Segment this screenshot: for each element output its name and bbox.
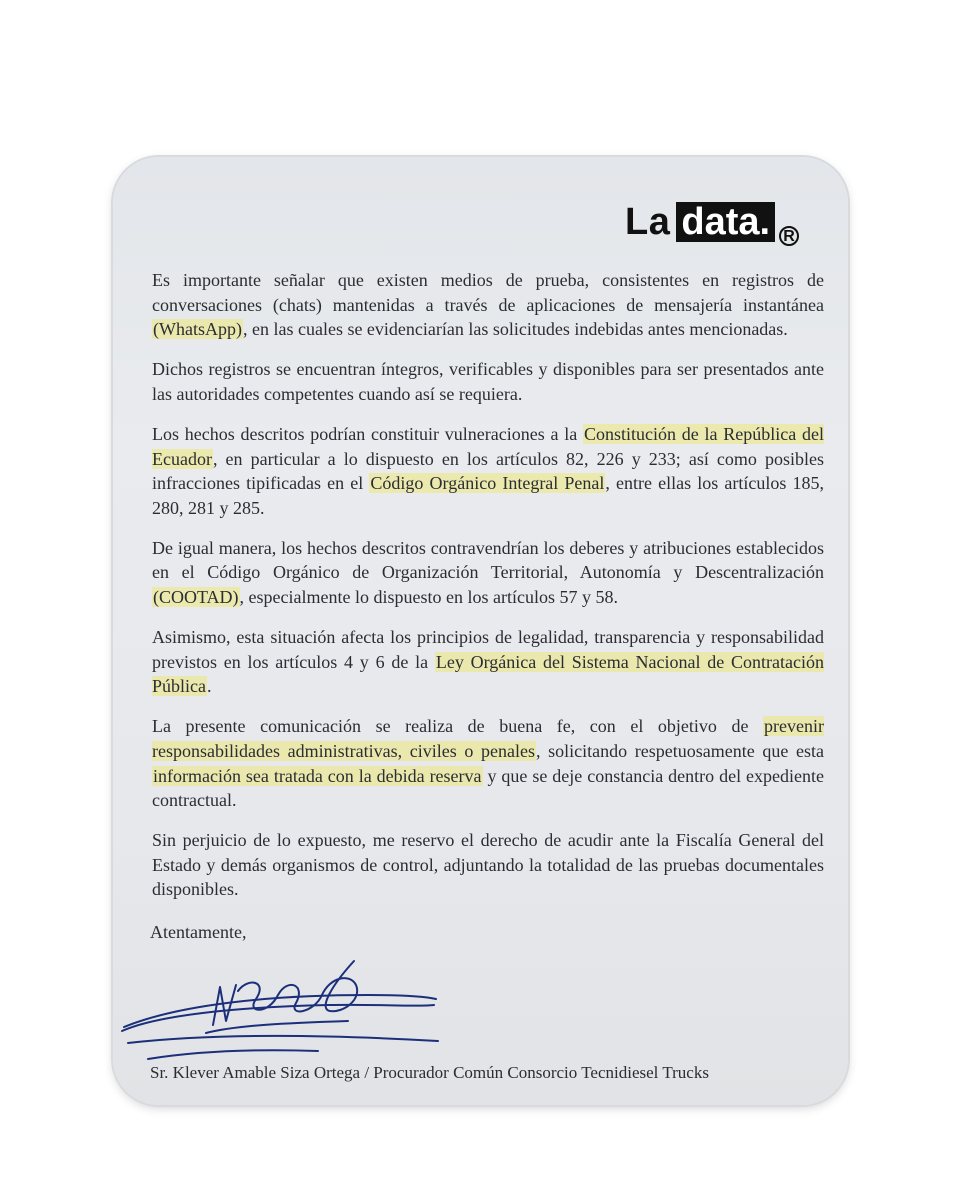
text-span: .: [207, 676, 212, 697]
handwritten-signature: [118, 955, 448, 1065]
signer-name-title: Sr. Klever Amable Siza Ortega / Procurador Común Consorcio Tecnidiesel Trucks: [150, 1063, 709, 1082]
text-span: Es importante señalar que existen medios de prueba, consistentes en registros de conversaciones (chats) mantenidas a través de aplicaciones de mensajería instantánea: [152, 270, 824, 315]
text-span: , en particular a lo dispuesto en los artículos 82, 226 y 233; así como posibles infracciones tipificadas en el: [152, 448, 824, 494]
text-span: , especialmente lo dispuesto en los artículos 57 y 58.: [239, 587, 618, 608]
paragraph-good-faith: [152, 714, 824, 812]
ladata-logo: [625, 198, 799, 245]
text-span: Asimismo, esta situación afecta los principios de legalidad, transparencia y responsabilidad previstos en los artículos 4 y 6 de la: [152, 627, 824, 672]
highlight-procurement-law: Ley Orgánica del Sistema Nacional de Contratación Pública: [152, 651, 824, 697]
highlight-penal-code: Código Orgánico Integral Penal: [370, 473, 605, 494]
highlight-cootad: (COOTAD): [153, 587, 239, 608]
highlight-prevent-liability: prevenir responsabilidades administrativas, civiles o penales: [152, 716, 824, 761]
paragraph-prosecutor: Sin perjuicio de lo expuesto, me reservo el derecho de acudir ante la Fiscalía General del Estado y demás organismos de control, adjuntando la totalidad de las pruebas documentales disponibles.: [152, 830, 824, 900]
text-span: y que se deje constancia dentro del expediente contractual.: [152, 765, 824, 811]
paragraph-cootad: [152, 536, 824, 610]
text-span: La presente comunicación se realiza de buena fe, con el objetivo de: [152, 716, 764, 737]
letter-body: [152, 268, 824, 918]
text-span: , entre ellas los artículos 185, 280, 281 y 285.: [152, 473, 824, 518]
logo-data-text: data.: [676, 202, 775, 242]
closing-salutation: Atentamente,: [150, 922, 247, 942]
highlight-whatsapp: (WhatsApp): [153, 319, 242, 340]
paragraph-records: Dichos registros se encuentran íntegros, verificables y disponibles para ser presentados ante las autoridades competentes cuando así se requiera.: [152, 359, 824, 404]
registered-mark-icon: R: [779, 226, 799, 246]
paragraph-constitution: [152, 422, 824, 520]
text-span: , en las cuales se evidenciarían las solicitudes indebidas antes mencionadas.: [242, 319, 788, 340]
logo-la-text: La: [625, 201, 671, 243]
highlight-reserve: información sea tratada con la debida reserva: [153, 765, 482, 786]
paragraph-procurement-law: [152, 625, 824, 699]
text-span: , solicitando respetuosamente que esta: [536, 741, 824, 761]
text-span: Los hechos descritos podrían constituir vulneraciones a la: [152, 423, 583, 444]
paragraph-evidence: [152, 268, 824, 342]
text-span: De igual manera, los hechos descritos contravendrían los deberes y atribuciones establecidos en el Código Orgánico de Organización Territorial, Autonomía y Descentralización: [152, 537, 824, 583]
highlight-constitution: Constitución de la República del Ecuador: [152, 423, 825, 469]
